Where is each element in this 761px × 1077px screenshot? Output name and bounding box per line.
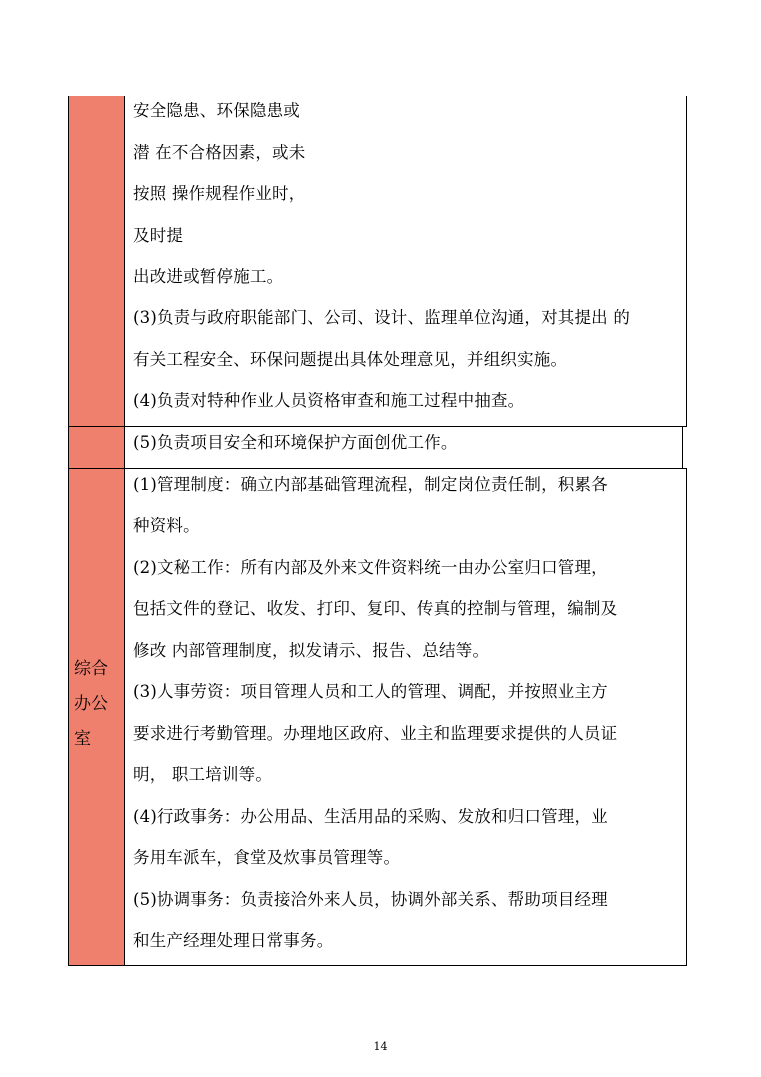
dept-label-line: 综合 [74, 659, 108, 679]
duty-line: 要求进行考勤管理。办理地区政府、业主和监理要求提供的人员证 [133, 724, 618, 743]
duty-line: (5)协调事务：负责接洽外来人员，协调外部关系、帮助项目经理 [133, 890, 608, 909]
duty-line: 种资料。 [133, 516, 200, 535]
duty-line: 按照 操作规程作业时， [133, 184, 306, 203]
table-border [124, 96, 125, 966]
duty-line: (1)管理制度：确立内部基础管理流程，制定岗位责任制，积累各 [133, 475, 608, 494]
dept-label-line: 室 [74, 729, 91, 749]
duty-line: 和生产经理处理日常事务。 [133, 931, 334, 950]
table-border [68, 965, 687, 966]
duty-line: 务用车派车，食堂及炊事员管理等。 [133, 848, 401, 867]
duty-line: (3)负责与政府职能部门、公司、设计、监理单位沟通，对其提出 的 [133, 308, 631, 327]
table-border [68, 468, 687, 469]
duty-line: (2)文秘工作：所有内部及外来文件资料统一由办公室归口管理， [133, 558, 608, 577]
table-border [686, 468, 687, 966]
page-number: 14 [373, 1040, 388, 1053]
duty-line: 及时提 [133, 226, 184, 245]
table-border [68, 96, 69, 966]
responsibility-table [68, 96, 687, 966]
duty-line: (3)人事劳资：项目管理人员和工人的管理、调配，并按照业主方 [133, 682, 608, 701]
duty-line: (5)负责项目安全和环境保护方面创优工作。 [133, 433, 458, 452]
duty-line: 修改 内部管理制度，拟发请示、报告、总结等。 [133, 641, 490, 660]
dept-label-line: 办公 [74, 694, 108, 714]
duty-line: (4)行政事务：办公用品、生活用品的采购、发放和归口管理，业 [133, 807, 608, 826]
dept-cell-safety [68, 96, 125, 426]
table-border [686, 96, 687, 426]
duty-line: 出改进或暂停施工。 [133, 267, 284, 286]
dept-cell-admin [68, 469, 125, 966]
duty-line: 有关工程安全、环保问题提出具体处理意见，并组织实施。 [133, 350, 568, 369]
dept-cell-blank [68, 427, 125, 468]
duty-line: 包括文件的登记、收发、打印、复印、传真的控制与管理，编制及 [133, 599, 618, 618]
table-border [68, 426, 687, 427]
duty-line: 安全隐患、环保隐患或 [133, 101, 300, 120]
duty-line: 潜 在不合格因素，或未 [133, 143, 306, 162]
duty-line: (4)负责对特种作业人员资格审查和施工过程中抽查。 [133, 391, 525, 410]
duty-line: 明， 职工培训等。 [133, 765, 273, 784]
table-border [682, 426, 683, 468]
